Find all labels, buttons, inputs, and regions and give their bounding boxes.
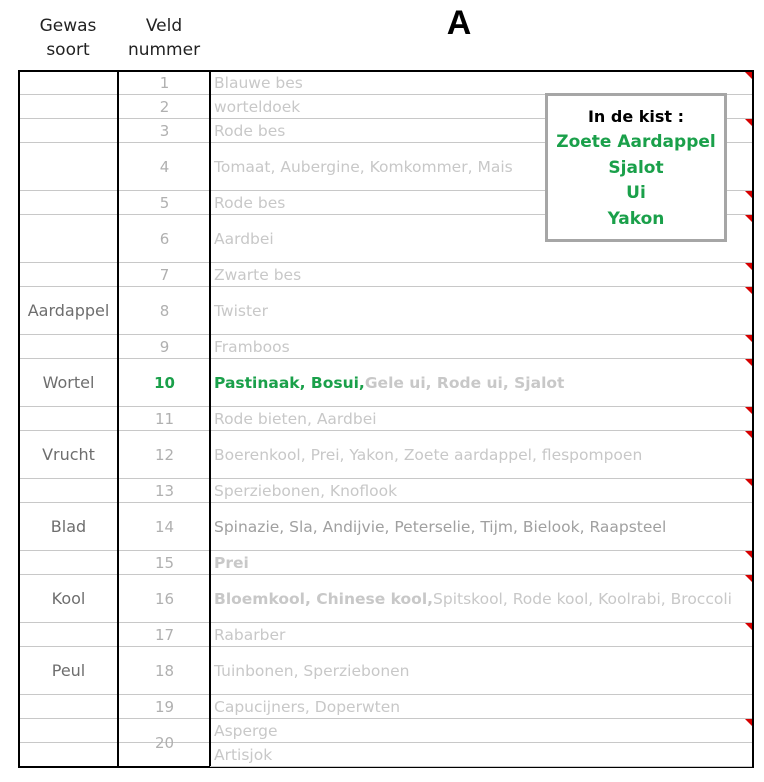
field-number: 11 <box>154 409 175 428</box>
crop-text: Rode bieten, Aardbei <box>214 409 377 428</box>
field-number: 13 <box>154 481 175 500</box>
field-crops-cell <box>211 335 752 358</box>
field-number: 4 <box>159 157 170 176</box>
crop-text: Rabarber <box>214 625 286 644</box>
field-crops-cell <box>211 647 752 694</box>
comment-indicator <box>745 72 752 79</box>
field-crops-cell <box>211 551 752 574</box>
field-crops-cell <box>211 407 752 430</box>
crop-text: Asperge <box>214 721 278 740</box>
column-header-field-number-line1: Veld <box>145 16 183 36</box>
field-crops-cell <box>211 479 752 502</box>
kist-item: Sjalot <box>608 157 664 178</box>
crop-text: Rode bes <box>214 121 286 140</box>
field-number: 7 <box>159 265 170 284</box>
crop-text: worteldoek <box>214 97 301 116</box>
field-number: 10 <box>154 373 175 392</box>
crop-text: Blauwe bes <box>214 74 303 92</box>
field-number: 8 <box>159 301 170 320</box>
crop-type-label: Vrucht <box>42 445 95 464</box>
field-crops-cell <box>211 503 752 550</box>
crop-text: Boerenkool, Prei, Yakon, Zoete aardappel, flespompoen <box>214 445 643 464</box>
crop-text: Capucijners, Doperwten <box>214 697 401 716</box>
field-crops-cell <box>211 72 752 94</box>
kist-item: Ui <box>626 183 646 203</box>
kist-item: Yakon <box>607 208 665 229</box>
field-crops-cell <box>211 623 752 646</box>
comment-indicator <box>745 119 752 126</box>
crop-type-label: Wortel <box>42 373 95 392</box>
crop-text: Spitskool, Rode kool, Koolrabi, Broccoli <box>433 589 732 608</box>
field-number: 12 <box>154 445 175 464</box>
comment-indicator <box>745 191 752 198</box>
field-number: 20 <box>154 733 175 752</box>
crop-type-label: Blad <box>50 517 87 536</box>
kist-item: Zoete Aardappel <box>556 132 716 152</box>
crop-text: Zwarte bes <box>214 265 302 284</box>
comment-indicator <box>745 335 752 342</box>
crop-text: Prei <box>214 553 249 572</box>
field-number: 2 <box>159 97 170 116</box>
comment-indicator <box>745 359 752 366</box>
field-crops-cell <box>211 287 752 334</box>
field-crops-cell <box>211 431 752 478</box>
field-number: 17 <box>154 625 175 644</box>
comment-indicator <box>745 431 752 438</box>
crop-text: Bloemkool, Chinese kool, <box>214 589 434 608</box>
field-number: 16 <box>154 589 175 608</box>
comment-indicator <box>745 407 752 414</box>
kist-title: In de kist : <box>587 107 685 126</box>
crop-text: Framboos <box>214 337 290 356</box>
section-title: A <box>446 4 472 42</box>
comment-indicator <box>745 215 752 222</box>
field-crops-cell <box>211 719 752 742</box>
crop-text: Tomaat, Aubergine, Komkommer, Mais <box>214 157 513 176</box>
crop-text: Gele ui, Rode ui, Sjalot <box>364 373 565 392</box>
kist-box <box>545 93 727 242</box>
field-number: 5 <box>159 193 170 212</box>
field-number: 19 <box>154 697 175 716</box>
field-number: 15 <box>154 553 175 572</box>
comment-indicator <box>745 623 752 630</box>
field-number: 9 <box>159 337 170 356</box>
crop-text: Sperziebonen, Knoflook <box>214 481 398 500</box>
field-number: 14 <box>154 517 175 536</box>
crop-text: Tuinbonen, Sperziebonen <box>214 661 410 680</box>
comment-indicator <box>745 575 752 582</box>
row-divider <box>210 766 752 767</box>
crop-text: Aardbei <box>214 229 274 248</box>
crop-text: Pastinaak, Bosui, <box>214 373 365 392</box>
comment-indicator <box>745 719 752 726</box>
comment-indicator <box>745 287 752 294</box>
column-header-crop-type-line1: Gewas <box>39 16 97 36</box>
crop-text: Rode bes <box>214 193 286 212</box>
field-number: 18 <box>154 661 175 680</box>
column-header-crop-type <box>18 14 118 62</box>
crop-type-label: Kool <box>51 589 86 608</box>
field-crops-cell <box>211 263 752 286</box>
field-number: 1 <box>159 74 170 92</box>
field-crops-cell <box>211 359 752 406</box>
field-crops-cell <box>211 695 752 718</box>
comment-indicator <box>745 479 752 486</box>
comment-indicator <box>745 551 752 558</box>
column-header-crop-type-line2: soort <box>46 40 90 60</box>
crop-type-label: Aardappel <box>27 301 110 320</box>
field-crops-cell <box>211 575 752 622</box>
column-header-field-number-line2: nummer <box>127 40 201 60</box>
field-number: 3 <box>159 121 170 140</box>
comment-indicator <box>745 263 752 270</box>
crop-text: Twister <box>214 301 268 320</box>
crop-type-label: Peul <box>51 661 86 680</box>
field-number: 6 <box>159 229 170 248</box>
crop-text: Spinazie, Sla, Andijvie, Peterselie, Tijm, Bielook, Raapsteel <box>214 517 667 536</box>
field-crops-cell <box>211 743 752 766</box>
crop-text: Artisjok <box>214 745 273 764</box>
column-header-field-number <box>118 14 210 62</box>
